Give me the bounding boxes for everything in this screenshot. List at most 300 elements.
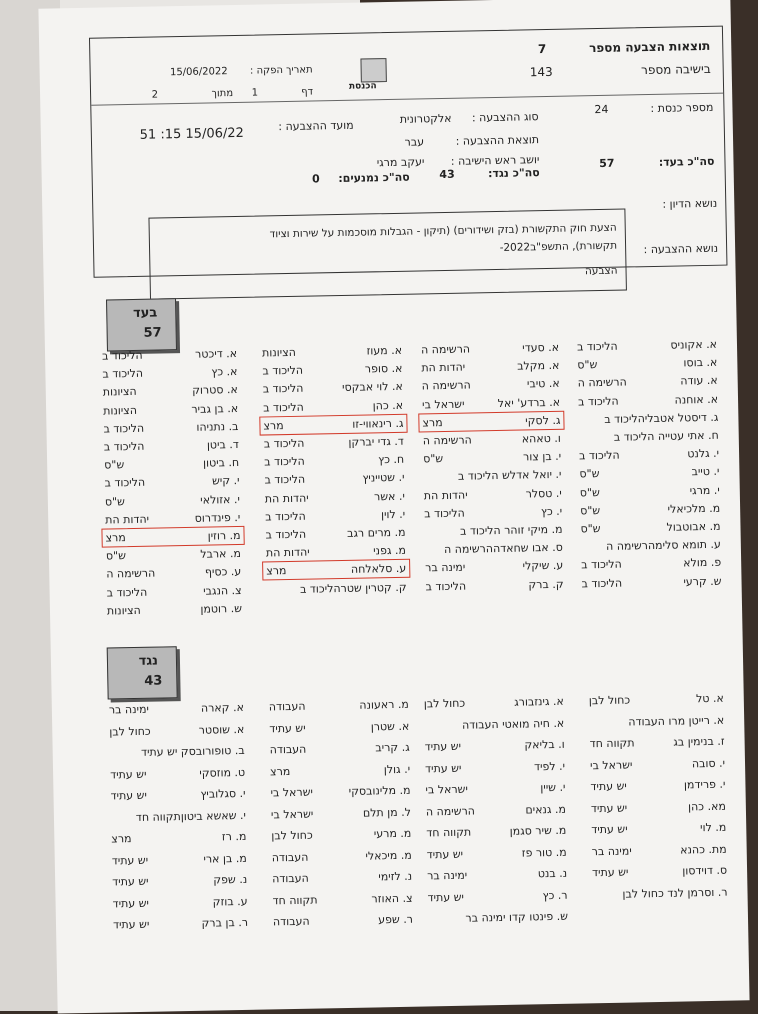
- member-name: ח. אתי עטייה הליכוד ב: [613, 428, 719, 444]
- member-row: [107, 602, 242, 619]
- member-name: י. טייב: [691, 465, 720, 479]
- member-party: הרשימה ה: [420, 342, 471, 357]
- chair-name: יעקב מרגי: [376, 155, 425, 170]
- member-party: ש"ס: [580, 503, 601, 518]
- member-party: ש"ס: [579, 467, 600, 481]
- member-name: א. אקוניס: [670, 337, 718, 352]
- member-row: [113, 916, 248, 933]
- member-party: יהדות הת: [264, 491, 309, 506]
- member-name: מ. מרעי: [373, 826, 412, 841]
- member-row: [111, 830, 246, 847]
- member-party: ש"ס: [105, 549, 127, 563]
- against-total-label: סה"כ נגד:: [487, 166, 540, 181]
- member-name: ש. פינטו קדו ימינה בר: [465, 909, 569, 925]
- member-row: [103, 383, 238, 400]
- member-row: [578, 374, 718, 391]
- vote-results-sheet: [38, 0, 749, 1014]
- member-row: [112, 851, 247, 868]
- member-name: ר. כץ: [542, 888, 568, 902]
- member-row: [590, 778, 725, 795]
- member-row: [592, 842, 727, 859]
- member-row: [102, 365, 237, 382]
- member-name: א. מקלב: [517, 358, 560, 373]
- member-party: הליכוד ב: [262, 400, 304, 415]
- member-row: [591, 821, 726, 838]
- member-party: הרשימה ה: [425, 804, 476, 818]
- member-party: הליכוד ב: [265, 509, 306, 524]
- member-row: [577, 338, 717, 355]
- member-row: [579, 465, 719, 482]
- member-name: א. בוסו: [683, 355, 718, 370]
- member-party: יש עתיד: [590, 801, 628, 815]
- member-party: העבודה: [268, 699, 306, 714]
- member-row: [266, 562, 406, 579]
- member-party: יהדות הת: [423, 488, 468, 503]
- member-row: [423, 468, 561, 485]
- member-row: [590, 756, 725, 773]
- member-row: [424, 486, 562, 503]
- member-name: ז. בנימין בג: [673, 734, 725, 749]
- member-name: י. טסלר: [525, 486, 562, 501]
- member-name: י. שיין: [540, 780, 566, 795]
- member-row: [424, 505, 562, 522]
- member-name: א. כהן: [372, 398, 404, 412]
- member-party: יהדות הת: [105, 512, 150, 527]
- member-name: א. עודה: [680, 374, 718, 388]
- member-name: ח. כץ: [378, 452, 405, 467]
- member-name: א. חיה מואטי העבודה: [461, 716, 565, 732]
- member-name: נ. שפק: [213, 872, 248, 887]
- member-name: נ. בנט: [537, 866, 568, 881]
- member-name: מת. כהנא: [680, 842, 727, 857]
- vote-type-label: סוג ההצבעה :: [471, 110, 539, 125]
- result-label: תוצאת ההצבעה :: [455, 133, 540, 148]
- member-row: [578, 392, 718, 409]
- member-party: הציונות: [261, 345, 296, 360]
- member-party: ש"ס: [423, 452, 444, 466]
- member-row: [592, 885, 727, 902]
- member-name: י. לוין: [380, 507, 406, 522]
- member-row: [422, 377, 560, 394]
- member-row: [112, 894, 247, 911]
- member-party: ימינה בר: [108, 702, 150, 717]
- member-party: ש"ס: [104, 458, 125, 472]
- member-party: יש עתיד: [112, 917, 150, 932]
- member-row: [425, 559, 563, 576]
- member-row: [425, 759, 565, 776]
- highlight-box: [418, 411, 564, 433]
- knesset-emblem-icon: [360, 58, 386, 82]
- member-party: הליכוד ב: [104, 476, 146, 490]
- member-name: ט. מוזסקי: [199, 765, 246, 780]
- member-row: [427, 867, 567, 884]
- member-row: [581, 538, 721, 555]
- member-name: א. כץ: [211, 365, 238, 379]
- member-party: הליכוד ב: [577, 394, 619, 409]
- member-party: ש"ס: [577, 358, 598, 372]
- member-name: י. יואל אדלש הליכוד ב: [457, 468, 562, 484]
- member-name: מ. גפני: [373, 543, 407, 558]
- member-row: [106, 565, 241, 582]
- knesset-number: 24: [594, 102, 609, 117]
- member-name: י. פרידמן: [683, 777, 726, 792]
- member-name: א. סטרוק: [192, 383, 238, 398]
- member-row: [109, 722, 244, 739]
- member-row: [422, 414, 560, 431]
- member-party: הליכוד ב: [425, 579, 467, 594]
- member-row: [111, 808, 246, 825]
- member-party: העבודה: [271, 850, 309, 864]
- member-party: יש עתיד: [591, 822, 628, 837]
- member-name: ש. קרעי: [683, 574, 722, 589]
- member-row: [105, 493, 240, 510]
- member-party: ש"ס: [579, 485, 600, 500]
- member-party: הליכוד ב: [265, 527, 307, 542]
- chair-label: יושב ראש הישיבה :: [450, 153, 540, 168]
- member-party: יש עתיד: [269, 721, 306, 735]
- member-row: [271, 805, 411, 822]
- member-name: י. לפיד: [533, 759, 566, 773]
- member-name: י. אזולאי: [200, 492, 240, 507]
- member-row: [424, 716, 564, 733]
- member-party: יש עתיד: [110, 767, 147, 781]
- member-row: [425, 577, 563, 594]
- member-party: הליכוד ב: [102, 366, 144, 381]
- member-party: ישראל בי: [425, 782, 468, 797]
- member-party: הציונות: [103, 403, 138, 418]
- member-name: ק. ברק: [528, 577, 564, 592]
- member-party: מרצ: [111, 832, 132, 846]
- member-party: כחול לבן: [588, 693, 631, 708]
- member-party: הליכוד ב: [581, 558, 622, 572]
- against-section-title: נגד: [138, 653, 159, 669]
- member-name: ע. סלאלחה: [350, 562, 407, 577]
- member-name: ו. טאהא: [521, 431, 561, 446]
- member-row: [112, 873, 247, 890]
- member-party: ימינה בר: [425, 561, 466, 575]
- member-name: י. סגלוביץ: [200, 786, 246, 801]
- member-name: מ. רז: [221, 829, 247, 844]
- member-party: יש עתיד: [110, 788, 148, 803]
- member-party: תקווה חד: [426, 825, 472, 840]
- member-name: מא. כהן: [687, 799, 726, 813]
- member-party: מרצ: [266, 564, 287, 578]
- member-name: מ. בן ארי: [203, 851, 247, 866]
- member-party: הליכוד ב: [103, 421, 145, 436]
- member-row: [104, 474, 239, 491]
- member-party: ישראל בי: [270, 807, 314, 821]
- member-party: יש עתיד: [426, 847, 464, 861]
- member-party: העבודה: [272, 914, 310, 929]
- member-row: [269, 719, 409, 736]
- member-party: יש עתיד: [427, 890, 465, 904]
- member-name: ח. ביטון: [202, 456, 240, 470]
- member-party: הרשימה ה: [422, 433, 472, 448]
- member-name: מ. אבוטבול: [666, 519, 721, 534]
- member-row: [421, 341, 559, 358]
- member-name: א. מעוז: [366, 343, 403, 358]
- against-total: 43: [439, 167, 455, 182]
- member-party: העבודה: [272, 871, 309, 886]
- member-party: ישראל בי: [589, 757, 633, 772]
- member-party: יהדות הת: [421, 360, 466, 375]
- vote-time-label: מועד ההצבעה :: [278, 118, 354, 134]
- member-party: ימינה בר: [591, 844, 632, 858]
- member-row: [577, 356, 717, 373]
- member-row: [263, 398, 403, 415]
- member-name: ו. בליאק: [524, 737, 565, 752]
- member-row: [578, 411, 718, 428]
- member-row: [105, 511, 240, 528]
- member-name: א. סעדי: [522, 340, 560, 355]
- member-name: מ. רוזין: [207, 528, 241, 543]
- member-party: הרשימה ה: [106, 566, 156, 581]
- member-row: [426, 824, 566, 841]
- member-name: ג. לסקי: [525, 413, 561, 428]
- member-name: א. טל: [695, 691, 724, 706]
- vote-type: אלקטרונית: [399, 111, 452, 126]
- member-party: ש"ס: [104, 494, 126, 509]
- member-name: ר. שפע: [378, 912, 414, 927]
- member-row: [591, 799, 726, 816]
- page-total: 2: [151, 89, 159, 101]
- member-row: [424, 695, 564, 712]
- member-name: מ. מיכאלי: [365, 848, 412, 863]
- member-row: [270, 784, 410, 801]
- member-name: ג. דיסטל אטבליהליכוד ב: [604, 410, 719, 426]
- member-party: כחול לבן: [109, 724, 151, 739]
- member-row: [421, 359, 559, 376]
- topic-label: נושא הדיון :: [662, 196, 718, 211]
- member-party: הליכוד ב: [581, 576, 623, 591]
- member-row: [589, 713, 724, 730]
- member-row: [270, 762, 410, 779]
- member-row: [422, 395, 560, 412]
- member-party: הליכוד ב: [262, 363, 304, 378]
- member-row: [265, 526, 405, 543]
- member-name: ב. נתניהו: [196, 419, 239, 434]
- member-party: הליכוד ב: [424, 506, 465, 521]
- member-row: [580, 502, 720, 519]
- page-number: 1: [251, 87, 259, 99]
- member-row: [266, 544, 406, 561]
- member-row: [263, 417, 403, 434]
- member-party: הרשימה ה: [421, 378, 471, 393]
- member-row: [262, 344, 402, 361]
- member-row: [110, 787, 245, 804]
- member-party: ישראל בי: [421, 397, 465, 412]
- member-party: הציונות: [106, 603, 141, 618]
- member-row: [272, 848, 412, 865]
- member-row: [265, 508, 405, 525]
- result-value: עבר: [404, 135, 425, 149]
- member-row: [425, 738, 565, 755]
- member-row: [589, 692, 724, 709]
- member-name: מ. ארבל: [200, 547, 242, 561]
- member-name: א. שוסטר: [198, 722, 245, 737]
- member-name: ר. בן ברק: [201, 915, 249, 930]
- member-name: מ. מרים רגב: [346, 525, 406, 540]
- for-total-label: סה"כ בעד:: [658, 154, 715, 169]
- member-party: הליכוד ב: [106, 585, 148, 600]
- member-name: ס. דוידסון: [682, 863, 728, 878]
- member-row: [264, 435, 404, 452]
- for-total: 57: [599, 156, 615, 170]
- member-row: [102, 347, 237, 364]
- member-row: [110, 765, 245, 782]
- highlight-box: [101, 526, 244, 548]
- member-row: [107, 584, 242, 601]
- print-date: 15/06/2022: [169, 66, 228, 79]
- member-party: יהדות הת: [265, 545, 310, 560]
- member-name: מ. מלינובסקי: [348, 783, 411, 798]
- member-name: צ. הנגבי: [203, 583, 242, 598]
- against-section-box: [107, 646, 178, 699]
- member-row: [264, 471, 404, 488]
- member-party: יש עתיד: [424, 761, 462, 775]
- member-party: יש עתיד: [111, 853, 149, 867]
- member-party: מרצ: [422, 415, 443, 430]
- member-row: [262, 362, 402, 379]
- member-row: [579, 447, 719, 464]
- member-party: ש"ס: [580, 522, 601, 536]
- member-party: הציונות: [102, 385, 137, 399]
- member-row: [581, 556, 721, 573]
- member-row: [110, 744, 245, 761]
- member-name: ע. תומא סלימהרשימה ה: [605, 537, 721, 554]
- member-party: מרצ: [269, 764, 291, 778]
- member-name: מ. מלכיאלי: [667, 501, 721, 516]
- member-name: מ. גנאים: [525, 802, 566, 817]
- member-party: הליכוד ב: [101, 348, 143, 363]
- vote-number: 7: [537, 41, 547, 57]
- member-name: ג. רינאווי-זו: [352, 416, 404, 431]
- member-party: יש עתיד: [112, 874, 149, 889]
- member-row: [104, 438, 239, 455]
- member-name: י. קיש: [211, 474, 240, 488]
- member-row: [424, 523, 562, 540]
- member-row: [579, 429, 719, 446]
- member-row: [425, 781, 565, 798]
- member-row: [427, 888, 567, 905]
- member-party: הליכוד ב: [263, 436, 305, 451]
- member-row: [270, 741, 410, 758]
- member-name: א. דיכטר: [194, 346, 238, 361]
- knesset-number-label: מספר כנסת :: [650, 100, 714, 116]
- member-name: א. סופר: [364, 362, 403, 376]
- member-name: י. אשר: [373, 489, 405, 503]
- member-row: [103, 420, 238, 437]
- member-name: א. אוחנה: [674, 392, 719, 407]
- member-row: [104, 456, 239, 473]
- member-name: א. ברדע' יאל: [497, 395, 561, 410]
- member-party: כחול לבן: [423, 696, 466, 711]
- institution-name: הכנסת: [348, 81, 377, 92]
- member-row: [580, 520, 720, 537]
- member-row: [106, 547, 241, 564]
- member-name: מ. ראעונה: [359, 697, 409, 712]
- header-box: [89, 26, 727, 278]
- member-party: הליכוד ב: [103, 439, 145, 454]
- member-name: י. סובה: [691, 756, 726, 770]
- session-number: 143: [529, 64, 553, 80]
- session-label: בישיבה מספר: [640, 61, 711, 78]
- member-name: מ. מיקי זוהר הליכוד ב: [459, 522, 563, 538]
- member-row: [266, 580, 406, 597]
- member-party: תקווה חד: [589, 736, 635, 751]
- member-party: יש עתיד: [424, 739, 462, 754]
- member-party: הרשימה ה: [577, 375, 627, 390]
- member-name: י. שטייניץ: [362, 471, 405, 485]
- member-name: י. בן צור: [522, 449, 562, 464]
- abstain-total: 0: [311, 172, 320, 186]
- member-row: [580, 483, 720, 500]
- member-row: [426, 802, 566, 819]
- member-row: [109, 701, 244, 718]
- member-name: א. לוי אבקסי: [341, 380, 403, 395]
- member-party: יש עתיד: [590, 779, 627, 794]
- member-row: [272, 891, 412, 908]
- member-name: א. רייטן מרו העבודה: [628, 713, 725, 729]
- member-name: מ. שיר סגמן: [509, 823, 567, 838]
- for-section-count: 57: [143, 325, 162, 341]
- member-name: ב. טופורובסק יש עתיד: [140, 743, 245, 759]
- member-name: א. טיבי: [526, 377, 560, 391]
- highlight-box: [262, 559, 410, 581]
- member-name: י. פינדרוס: [194, 510, 241, 525]
- member-name: מ. לוי: [699, 820, 727, 835]
- member-name: צ. האוזר: [371, 891, 413, 906]
- member-row: [272, 870, 412, 887]
- member-row: [264, 453, 404, 470]
- member-row: [427, 845, 567, 862]
- against-section-count: 43: [144, 673, 163, 689]
- page-label: דף: [301, 86, 314, 98]
- header-divider: [91, 93, 723, 106]
- member-name: ע. בוזק: [212, 894, 248, 909]
- print-date-label: תאריך הפקה :: [249, 64, 313, 77]
- member-name: א. שטרן: [370, 719, 410, 733]
- member-row: [592, 864, 727, 881]
- member-party: מרצ: [105, 531, 126, 545]
- vote-time: 15/06/22 15: 51: [139, 125, 244, 143]
- member-name: י. גולן: [383, 762, 411, 776]
- member-name: א. בן גביר: [191, 401, 239, 416]
- member-party: הליכוד ב: [578, 448, 620, 463]
- member-name: ר. וסרמן לנד כחול לבן: [622, 885, 728, 901]
- member-name: ג. קריב: [375, 740, 410, 755]
- member-name: ק. קטרין שטרהליכוד ב: [299, 580, 407, 596]
- member-party: הליכוד ב: [264, 473, 306, 487]
- member-party: העבודה: [269, 742, 307, 757]
- member-row: [590, 735, 725, 752]
- member-name: ל. מן תלם: [362, 805, 412, 820]
- member-name: מ. טור פז: [521, 845, 567, 860]
- topic-box: [148, 209, 626, 300]
- member-name: ש. רוטמן: [200, 601, 243, 616]
- topic-line-1: הצעת חוק התקשורת (בזק ושידורים) (תיקון - הגבלות מוסכמות על שירות וציוד: [269, 221, 617, 241]
- member-party: הליכוד ב: [262, 382, 304, 396]
- member-party: יש עתיד: [112, 896, 150, 910]
- member-row: [271, 827, 411, 844]
- vote-subject-label: נושא ההצבעה :: [643, 241, 719, 257]
- member-party: מרצ: [263, 418, 284, 433]
- member-party: הליכוד ב: [576, 339, 618, 354]
- member-name: א. גינזבורג: [514, 694, 564, 709]
- member-name: י. גלנט: [687, 446, 720, 461]
- topic-line-2: תקשורת), התשפ"ב2022-: [499, 239, 618, 254]
- member-name: ד. גדי יברקן: [348, 434, 404, 449]
